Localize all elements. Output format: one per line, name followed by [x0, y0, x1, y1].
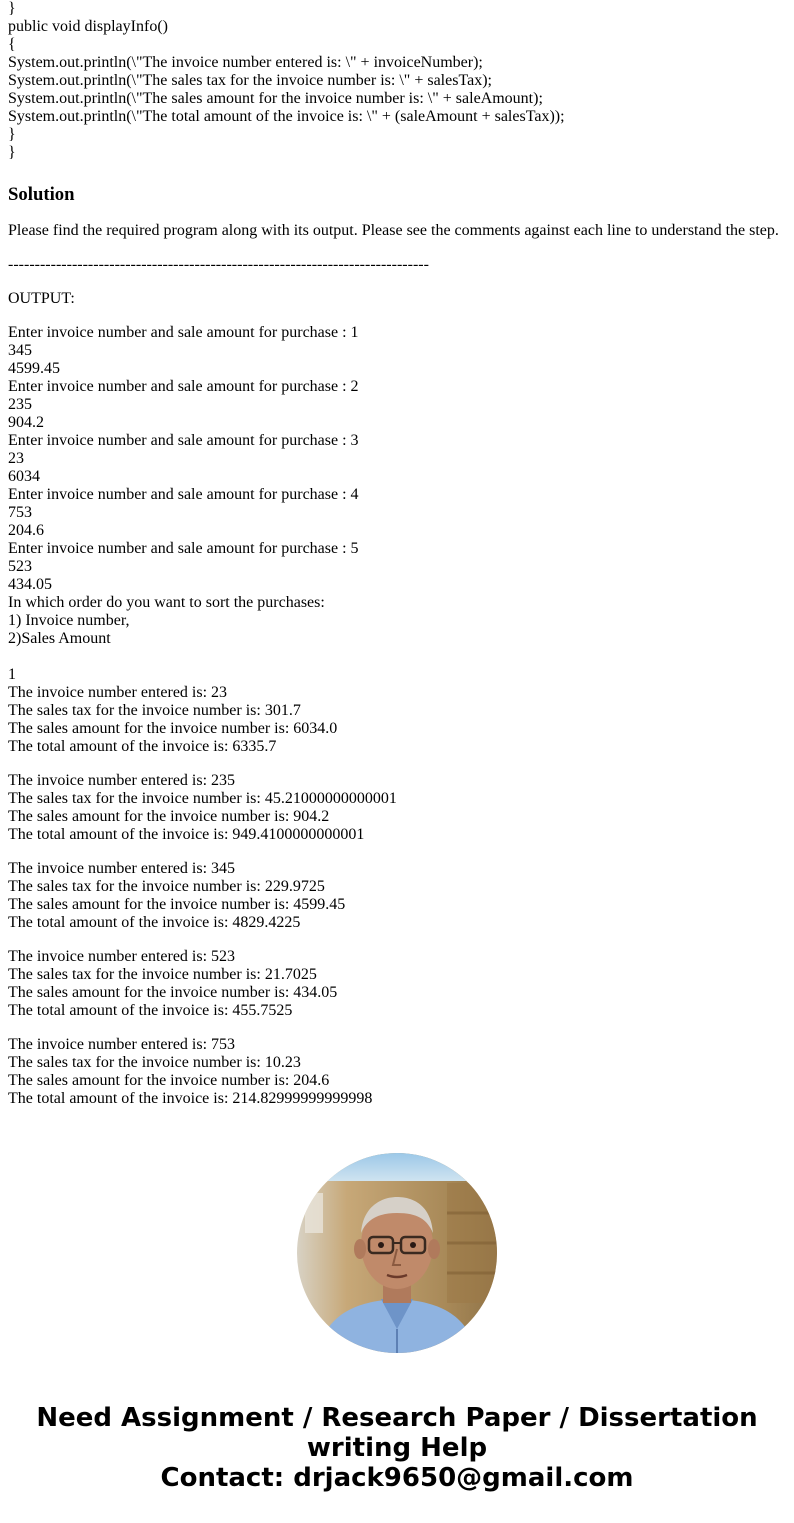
invoice-block	[8, 666, 788, 756]
invoice-tax-line: The sales tax for the invoice number is: 45.21000000000001	[8, 790, 397, 807]
code-line: }	[8, 144, 16, 161]
separator-line: -------------------------------------------------------------------------------	[8, 256, 429, 273]
invoice-block	[8, 772, 788, 844]
code-line: System.out.println(\"The sales amount for the invoice number is: \" + saleAmount);	[8, 90, 543, 107]
invoice-number-line: The invoice number entered is: 23	[8, 684, 228, 701]
output-line: 345	[8, 342, 32, 359]
invoice-total-line: The total amount of the invoice is: 455.7525	[8, 1002, 293, 1019]
code-block	[8, 0, 788, 162]
blank-line	[8, 844, 788, 860]
code-line: {	[8, 36, 16, 53]
invoice-tax-line: The sales tax for the invoice number is: 229.9725	[8, 878, 325, 895]
output-line: 6034	[8, 468, 40, 485]
author-avatar	[297, 1153, 497, 1353]
invoice-total-line: The total amount of the invoice is: 949.4100000000001	[8, 826, 365, 843]
solution-heading: Solution	[8, 184, 75, 205]
output-line: 4599.45	[8, 360, 60, 377]
code-line: System.out.println(\"The sales tax for the invoice number is: \" + salesTax);	[8, 72, 492, 89]
blank-line	[8, 648, 788, 666]
blank-line	[8, 756, 788, 772]
output-line: 523	[8, 558, 32, 575]
invoice-number-line: The invoice number entered is: 345	[8, 860, 236, 877]
invoice-tax-line: The sales tax for the invoice number is: 21.7025	[8, 966, 317, 983]
invoice-block	[8, 860, 788, 932]
banner-line: writing Help	[306, 1433, 488, 1463]
blank-line	[8, 932, 788, 948]
author-portrait-icon	[297, 1153, 497, 1353]
document-body	[8, 0, 788, 1108]
contact-email: Contact: drjack9650@gmail.com	[160, 1463, 634, 1493]
output-line: 904.2	[8, 414, 44, 431]
output-line: Enter invoice number and sale amount for purchase : 4	[8, 486, 359, 503]
output-line: 753	[8, 504, 32, 521]
output-line: 2)Sales Amount	[8, 630, 111, 647]
output-label: OUTPUT:	[8, 290, 75, 307]
output-line: 1) Invoice number,	[8, 612, 130, 629]
output-line: Enter invoice number and sale amount for purchase : 5	[8, 540, 359, 557]
invoice-amount-line: The sales amount for the invoice number is: 4599.45	[8, 896, 346, 913]
invoice-number-line: The invoice number entered is: 235	[8, 772, 236, 789]
code-line: public void displayInfo()	[8, 18, 168, 35]
invoice-total-line: The total amount of the invoice is: 4829.4225	[8, 914, 301, 931]
invoice-tax-line: The sales tax for the invoice number is: 301.7	[8, 702, 301, 719]
invoice-total-line: The total amount of the invoice is: 214.82999999999998	[8, 1090, 373, 1107]
invoice-amount-line: The sales amount for the invoice number is: 904.2	[8, 808, 330, 825]
output-line: 204.6	[8, 522, 44, 539]
invoice-block	[8, 948, 788, 1020]
invoice-tax-line: The sales tax for the invoice number is: 10.23	[8, 1054, 301, 1071]
code-line: }	[8, 0, 16, 17]
banner-line: Need Assignment / Research Paper / Dissertation	[36, 1403, 758, 1433]
blank-line	[8, 1020, 788, 1036]
invoice-number-line: The invoice number entered is: 753	[8, 1036, 236, 1053]
code-line: System.out.println(\"The invoice number entered is: \" + invoiceNumber);	[8, 54, 483, 71]
invoice-amount-line: The sales amount for the invoice number is: 6034.0	[8, 720, 338, 737]
code-line: System.out.println(\"The total amount of the invoice is: \" + (saleAmount + salesTax));	[8, 108, 565, 125]
output-line: 434.05	[8, 576, 52, 593]
solution-intro: Please find the required program along with its output. Please see the comments against each line to understand the step.	[8, 222, 779, 239]
invoice-total-line: The total amount of the invoice is: 6335.7	[8, 738, 277, 755]
invoice-block	[8, 1036, 788, 1108]
output-input-block	[8, 324, 788, 648]
code-line: }	[8, 126, 16, 143]
invoice-number-line: The invoice number entered is: 523	[8, 948, 236, 965]
contact-banner	[0, 1403, 794, 1493]
output-line: In which order do you want to sort the purchases:	[8, 594, 325, 611]
output-line: 23	[8, 450, 24, 467]
output-line: 235	[8, 396, 32, 413]
sort-choice: 1	[8, 666, 16, 683]
output-line: Enter invoice number and sale amount for purchase : 3	[8, 432, 359, 449]
invoice-amount-line: The sales amount for the invoice number is: 204.6	[8, 1072, 330, 1089]
output-line: Enter invoice number and sale amount for purchase : 1	[8, 324, 359, 341]
output-line: Enter invoice number and sale amount for purchase : 2	[8, 378, 359, 395]
invoice-amount-line: The sales amount for the invoice number is: 434.05	[8, 984, 338, 1001]
